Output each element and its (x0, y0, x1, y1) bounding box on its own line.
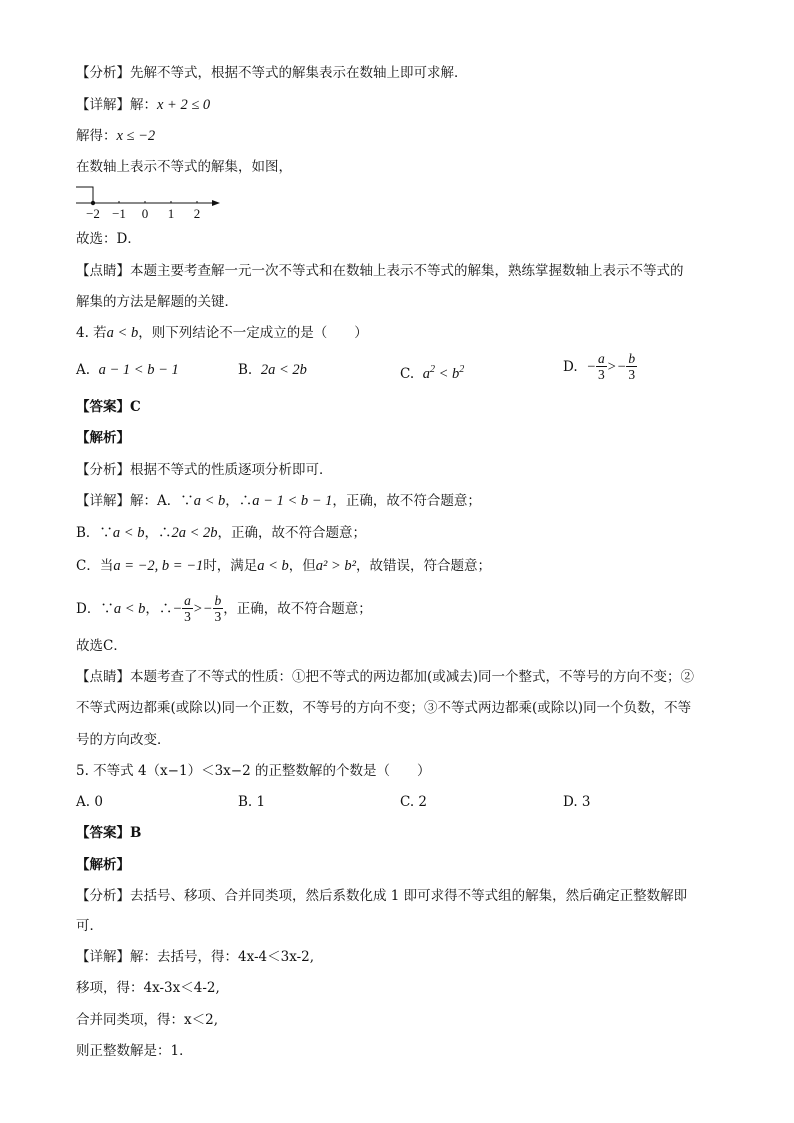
comment-line-2: 解集的方法是解题的关键． (76, 294, 238, 310)
detail-5-line-2: 移项，得：4x-3x＜4-2, (76, 980, 220, 996)
question-4-rest: ，则下列结论不一定成立的是（ ） (138, 325, 368, 341)
number-line-figure (74, 184, 224, 224)
option-a (76, 361, 179, 379)
analysis-line: 【分析】先解不等式，根据不等式的解集表示在数轴上即可求解． (76, 65, 468, 81)
detail-5-line-3: 合并同类项，得：x＜2, (76, 1012, 218, 1028)
option-5-b: B. 1 (238, 794, 266, 810)
comment-4-line-1: 【点睛】本题考查了不等式的性质：①把不等式的两边都加(或减去)同一个整式，不等号的方向不变；② (76, 669, 695, 685)
answer-5: 【答案】B (76, 825, 142, 841)
explanation-4: 【解析】 (76, 430, 130, 446)
option-c-math: $a^2 < b^2$ (422, 364, 465, 382)
number-line-tick-label: 0 (141, 206, 149, 221)
option-a-label: A. (76, 362, 91, 378)
option-d: D. − $\frac{a}{3}$ >− $\frac{b}{3}$ (563, 351, 636, 382)
solution: x ≤ −2 (116, 128, 156, 144)
option-d-label: D. (563, 359, 578, 375)
analysis-5-line-2: 可． (76, 918, 103, 934)
question-4 (76, 324, 368, 342)
option-a-math: a − 1 < b − 1 (98, 362, 179, 378)
option-5-d: D. 3 (563, 794, 591, 810)
solve-prefix: 解得： (76, 128, 117, 144)
detail-4-c: C．当a = −2, b = −1时，满足a < b，但a² > b²，故错误，符合题意； (76, 558, 492, 574)
detail-5-line-4: 则正整数解是：1． (76, 1043, 193, 1059)
explanation-5: 【解析】 (76, 857, 130, 873)
question-4-lead: 4. 若 (76, 325, 107, 341)
comment-4-line-2: 不等式两边都乘(或除以)同一个正数，不等号的方向不变；③不等式两边都乘(或除以)同一个负数，不等 (76, 700, 692, 716)
solve-line (76, 127, 155, 145)
number-line-tick-label: 1 (167, 206, 175, 221)
detail-4-a: 【详解】解：A．∵a < b，∴a − 1 < b − 1，正确，故不符合题意； (76, 493, 481, 509)
option-5-c: C. 2 (400, 794, 428, 810)
comment-4-line-3: 号的方向改变． (76, 732, 171, 748)
analysis-4: 【分析】根据不等式的性质逐项分析即可． (76, 462, 333, 478)
fraction-a-over-3: $\frac{a}{3}$ (598, 351, 605, 382)
detail-4-d: D．∵a < b，∴− $\frac{a}{3}$ >− $\frac{b}{3}$ ，正确，故不符合题意； (76, 593, 372, 624)
fraction-a-over-3-detail: $\frac{a}{3}$ (184, 593, 191, 624)
question-5: 5. 不等式 4（x−1）＜3x−2 的正整数解的个数是（ ） (76, 763, 431, 779)
inequality: x + 2 ≤ 0 (157, 97, 211, 113)
solution-bracket (76, 187, 93, 203)
number-line-tick-label: −1 (112, 206, 126, 221)
detail-line (76, 96, 210, 114)
numberline-intro: 在数轴上表示不等式的解集，如图， (76, 159, 292, 175)
number-line-tick-label: 2 (193, 206, 201, 221)
option-5-a: A. 0 (76, 794, 103, 810)
option-c (400, 361, 464, 383)
comment-line-1: 【点睛】本题主要考查解一元一次不等式和在数轴上表示不等式的解集，熟练掌握数轴上表示不等式的 (76, 263, 684, 279)
analysis-5-line-1: 【分析】去括号、移项、合并同类项，然后系数化成 1 即可求得不等式组的解集，然后确定正整数解即 (76, 888, 688, 904)
detail-prefix: 【详解】解： (76, 97, 157, 113)
question-4-condition: a < b (106, 325, 139, 341)
option-b-math: 2a < 2b (260, 362, 307, 378)
option-b-label: B. (238, 362, 253, 378)
option-b (238, 361, 307, 379)
fraction-b-over-3-detail: $\frac{b}{3}$ (214, 593, 222, 624)
fraction-b-over-3: $\frac{b}{3}$ (628, 351, 636, 382)
axis-arrow-icon (212, 200, 220, 206)
number-line-tick-label: −2 (86, 206, 100, 221)
option-c-label: C. (400, 365, 415, 382)
choice-4: 故选C． (76, 638, 127, 654)
answer-4: 【答案】C (76, 399, 141, 415)
detail-5-line-1: 【详解】解：去括号，得：4x-4＜3x-2, (76, 949, 315, 965)
choice-line: 故选：D． (76, 231, 141, 247)
detail-4-b: B．∵a < b，∴2a < 2b，正确，故不符合题意； (76, 525, 367, 541)
